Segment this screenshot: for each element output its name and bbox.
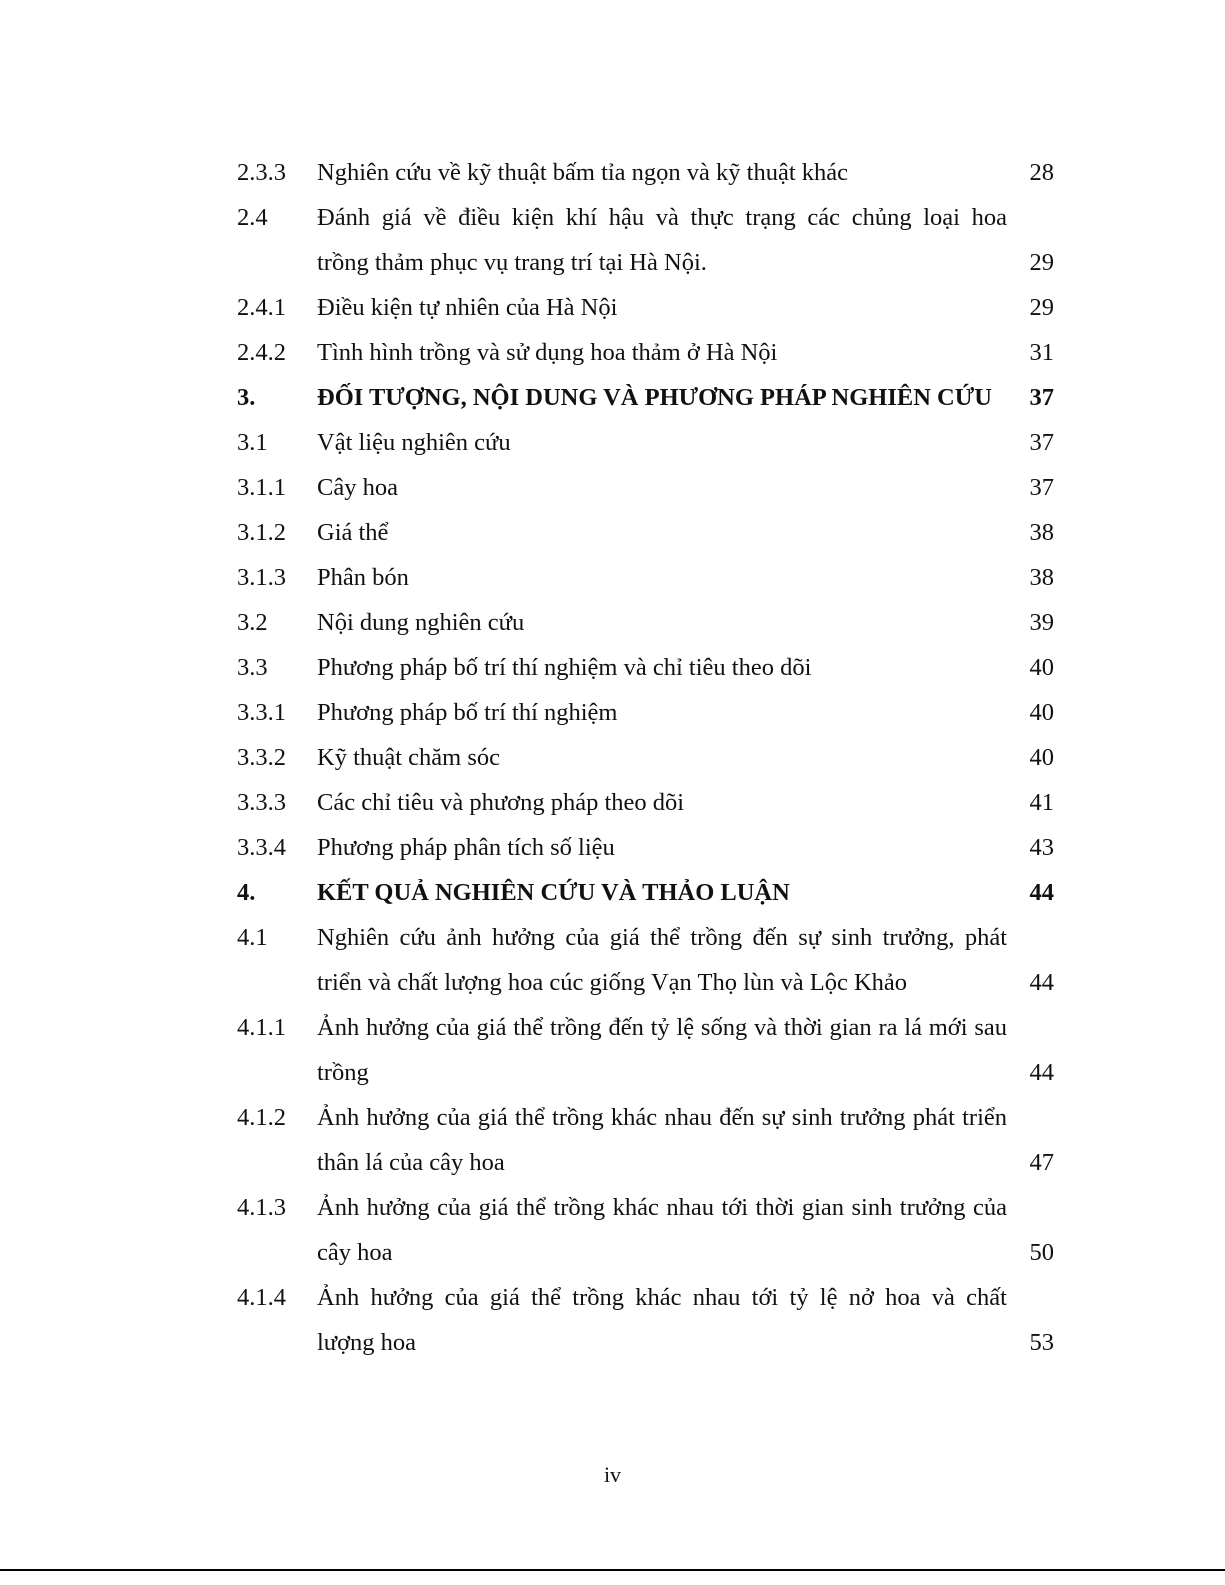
toc-number: 3. (237, 384, 256, 411)
toc-line (0, 1185, 1225, 1230)
toc-entry (0, 1185, 1225, 1275)
toc-entry (0, 195, 1225, 285)
toc-page-number: 40 (1029, 699, 1054, 726)
toc-page-number: 39 (1029, 609, 1054, 636)
toc-title: Nghiên cứu ảnh hưởng của giá thể trồng đến sự sinh trưởng, phát (317, 924, 1007, 951)
toc-entry (0, 1005, 1225, 1095)
toc-title: Tình hình trồng và sử dụng hoa thảm ở Hà Nội (317, 339, 778, 366)
toc-line (0, 825, 1225, 870)
toc-title: triển và chất lượng hoa cúc giống Vạn Thọ lùn và Lộc Khảo (317, 969, 908, 996)
toc-page-number: 37 (1029, 384, 1054, 411)
toc-title: Giá thể (317, 519, 389, 546)
toc-number: 3.3.4 (237, 834, 286, 861)
toc-line (0, 195, 1225, 240)
toc-number: 4.1.1 (237, 1014, 286, 1041)
toc-page-number: 28 (1029, 159, 1054, 186)
toc-line (0, 1320, 1225, 1365)
toc-entry (0, 825, 1225, 870)
toc-number: 3.1 (237, 429, 268, 456)
toc-title: Phương pháp phân tích số liệu (317, 834, 615, 861)
toc-line (0, 150, 1225, 195)
toc-entry (0, 870, 1225, 915)
toc-entry (0, 375, 1225, 420)
toc-title: Phân bón (317, 564, 409, 591)
toc-line (0, 465, 1225, 510)
toc-entry (0, 690, 1225, 735)
toc-page-number: 38 (1029, 564, 1054, 591)
toc-page-number: 44 (1029, 879, 1054, 906)
toc-page-number: 44 (1029, 969, 1054, 996)
toc-title: Đánh giá về điều kiện khí hậu và thực trạng các chủng loại hoa (317, 204, 1007, 231)
toc-number: 3.3.2 (237, 744, 286, 771)
toc-number: 3.1.1 (237, 474, 286, 501)
toc-page-number: 43 (1029, 834, 1054, 861)
toc-number: 3.3.3 (237, 789, 286, 816)
toc-entry (0, 285, 1225, 330)
toc-title: Kỹ thuật chăm sóc (317, 744, 501, 771)
toc-number: 2.4.2 (237, 339, 286, 366)
table-of-contents (0, 150, 1225, 1365)
toc-entry (0, 915, 1225, 1005)
toc-entry (0, 420, 1225, 465)
toc-page-number: 41 (1029, 789, 1054, 816)
toc-entry (0, 150, 1225, 195)
toc-line (0, 510, 1225, 555)
toc-page-number: 40 (1029, 744, 1054, 771)
toc-title: Ảnh hưởng của giá thể trồng khác nhau tới thời gian sinh trưởng của (317, 1194, 1007, 1221)
toc-page-number: 37 (1029, 474, 1054, 501)
toc-title: thân lá của cây hoa (317, 1149, 505, 1176)
toc-title: Điều kiện tự nhiên của Hà Nội (317, 294, 618, 321)
toc-number: 3.1.2 (237, 519, 286, 546)
toc-title: Cây hoa (317, 474, 398, 501)
toc-page-number: 29 (1029, 294, 1054, 321)
toc-number: 3.3 (237, 654, 268, 681)
toc-number: 3.2 (237, 609, 268, 636)
toc-number: 2.4 (237, 204, 268, 231)
toc-number: 4. (237, 879, 256, 906)
toc-title: Phương pháp bố trí thí nghiệm (317, 699, 618, 726)
toc-title: KẾT QUẢ NGHIÊN CỨU VÀ THẢO LUẬN (317, 879, 790, 906)
toc-title: Ảnh hưởng của giá thể trồng khác nhau đến sự sinh trưởng phát triển (317, 1104, 1007, 1131)
toc-page-number: 37 (1029, 429, 1054, 456)
toc-line (0, 1050, 1225, 1095)
toc-number: 2.3.3 (237, 159, 286, 186)
toc-number: 3.1.3 (237, 564, 286, 591)
toc-line (0, 420, 1225, 465)
toc-title: lượng hoa (317, 1329, 417, 1356)
toc-title: Nghiên cứu về kỹ thuật bấm tỉa ngọn và kỹ thuật khác (317, 159, 849, 186)
toc-title: ĐỐI TƯỢNG, NỘI DUNG VÀ PHƯƠNG PHÁP NGHIÊN CỨU (317, 384, 992, 411)
toc-number: 4.1.3 (237, 1194, 286, 1221)
toc-entry (0, 735, 1225, 780)
toc-title: Ảnh hưởng của giá thể trồng khác nhau tới tỷ lệ nở hoa và chất (317, 1284, 1007, 1311)
toc-line (0, 330, 1225, 375)
toc-line (0, 915, 1225, 960)
toc-entry (0, 465, 1225, 510)
toc-number: 4.1 (237, 924, 268, 951)
toc-page-number: 40 (1029, 654, 1054, 681)
toc-title: Phương pháp bố trí thí nghiệm và chỉ tiêu theo dõi (317, 654, 812, 681)
toc-page-number: 53 (1029, 1329, 1054, 1356)
toc-entry (0, 645, 1225, 690)
toc-line (0, 555, 1225, 600)
toc-page-number: 44 (1029, 1059, 1054, 1086)
toc-number: 4.1.4 (237, 1284, 286, 1311)
toc-title: trồng (317, 1059, 369, 1086)
toc-entry (0, 1095, 1225, 1185)
page-number: iv (603, 1462, 622, 1487)
toc-title: Ảnh hưởng của giá thể trồng đến tỷ lệ sống và thời gian ra lá mới sau (317, 1014, 1007, 1041)
toc-line (0, 645, 1225, 690)
toc-page-number: 50 (1029, 1239, 1054, 1266)
toc-line (0, 1275, 1225, 1320)
toc-line (0, 735, 1225, 780)
toc-entry (0, 780, 1225, 825)
toc-line (0, 1005, 1225, 1050)
toc-entry (0, 600, 1225, 645)
toc-line (0, 780, 1225, 825)
toc-page-number: 38 (1029, 519, 1054, 546)
toc-title: Các chỉ tiêu và phương pháp theo dõi (317, 789, 685, 816)
toc-line (0, 690, 1225, 735)
toc-title: cây hoa (317, 1239, 393, 1266)
toc-title: trồng thảm phục vụ trang trí tại Hà Nội. (317, 249, 707, 276)
toc-number: 4.1.2 (237, 1104, 286, 1131)
toc-line (0, 375, 1225, 420)
toc-page-number: 47 (1029, 1149, 1054, 1176)
toc-line (0, 1140, 1225, 1185)
toc-entry (0, 510, 1225, 555)
toc-page-number: 29 (1029, 249, 1054, 276)
toc-number: 2.4.1 (237, 294, 286, 321)
toc-line (0, 240, 1225, 285)
toc-entry (0, 555, 1225, 600)
toc-line (0, 285, 1225, 330)
toc-line (0, 960, 1225, 1005)
toc-line (0, 600, 1225, 645)
toc-line (0, 870, 1225, 915)
toc-title: Vật liệu nghiên cứu (317, 429, 511, 456)
toc-line (0, 1230, 1225, 1275)
toc-entry (0, 330, 1225, 375)
toc-entry (0, 1275, 1225, 1365)
toc-number: 3.3.1 (237, 699, 286, 726)
toc-page-number: 31 (1029, 339, 1054, 366)
bottom-rule (0, 1569, 1225, 1571)
toc-line (0, 1095, 1225, 1140)
toc-title: Nội dung nghiên cứu (317, 609, 525, 636)
